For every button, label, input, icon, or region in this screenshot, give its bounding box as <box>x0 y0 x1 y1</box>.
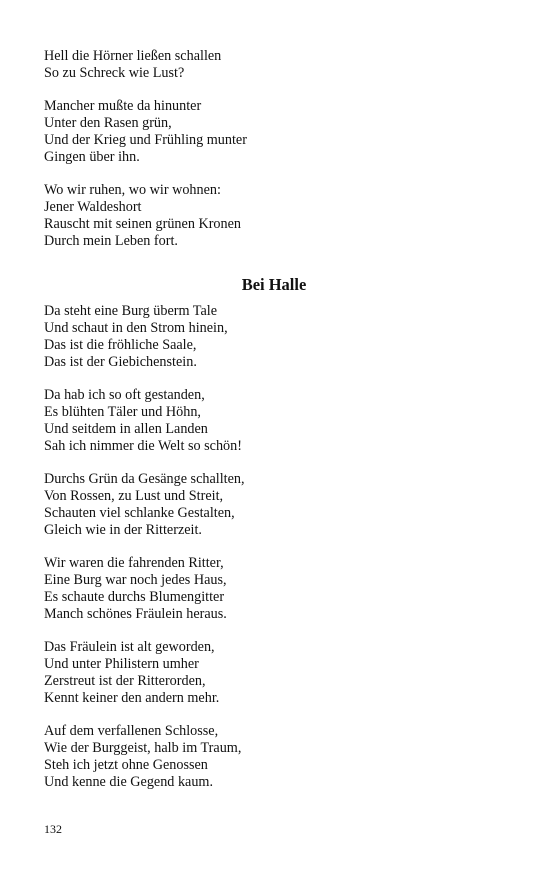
verse-line: Da steht eine Burg überm Tale <box>44 303 218 319</box>
verse-line: Mancher mußte da hinunter <box>44 98 202 114</box>
stanza <box>44 98 504 166</box>
verse-line: Und der Krieg und Frühling munter <box>44 132 247 148</box>
verse-line: Und seitdem in allen Landen <box>44 421 208 437</box>
verse-line: Und unter Philistern umher <box>44 656 199 672</box>
verse-line: Das ist der Giebichenstein. <box>44 354 197 370</box>
verse-line: Wir waren die fahrenden Ritter, <box>44 555 224 571</box>
verse-line: Jener Waldeshort <box>44 199 142 215</box>
verse-line: Unter den Rasen grün, <box>44 115 172 131</box>
stanza <box>44 723 504 791</box>
verse-line: Rauscht mit seinen grünen Kronen <box>44 216 242 232</box>
verse-line: So zu Schreck wie Lust? <box>44 65 185 81</box>
verse-line: Schauten viel schlanke Gestalten, <box>44 505 235 521</box>
verse-line: Kennt keiner den andern mehr. <box>44 690 220 706</box>
verse-line: Sah ich nimmer die Welt so schön! <box>44 438 242 454</box>
page-body <box>44 48 504 807</box>
verse-line: Manch schönes Fräulein heraus. <box>44 606 227 622</box>
verse-line: Und kenne die Gegend kaum. <box>44 774 214 790</box>
stanza <box>44 48 504 82</box>
verse-line: Zerstreut ist der Ritterorden, <box>44 673 206 689</box>
verse-line: Eine Burg war noch jedes Haus, <box>44 572 227 588</box>
verse-line: Durch mein Leben fort. <box>44 233 178 249</box>
verse-line: Da hab ich so oft gestanden, <box>44 387 205 403</box>
verse-line: Steh ich jetzt ohne Genossen <box>44 757 208 773</box>
verse-line: Und schaut in den Strom hinein, <box>44 320 228 336</box>
page-number: 132 <box>44 822 62 836</box>
stanza <box>44 182 504 250</box>
stanza <box>44 387 504 455</box>
verse-line: Es schaute durchs Blumengitter <box>44 589 225 605</box>
verse-line: Es blühten Täler und Höhn, <box>44 404 201 420</box>
poem-title: Bei Halle <box>241 275 307 294</box>
verse-line: Das Fräulein ist alt geworden, <box>44 639 215 655</box>
verse-line: Hell die Hörner ließen schallen <box>44 48 222 64</box>
verse-line: Wie der Burggeist, halb im Traum, <box>44 740 242 756</box>
stanza <box>44 639 504 707</box>
stanza <box>44 555 504 623</box>
stanza <box>44 303 504 371</box>
verse-line: Auf dem verfallenen Schlosse, <box>44 723 219 739</box>
verse-line: Von Rossen, zu Lust und Streit, <box>44 488 224 504</box>
verse-line: Wo wir ruhen, wo wir wohnen: <box>44 182 221 198</box>
verse-line: Durchs Grün da Gesänge schallten, <box>44 471 245 487</box>
verse-line: Das ist die fröhliche Saale, <box>44 337 197 353</box>
verse-line: Gleich wie in der Ritterzeit. <box>44 522 202 538</box>
stanza <box>44 471 504 539</box>
verse-line: Gingen über ihn. <box>44 149 140 165</box>
